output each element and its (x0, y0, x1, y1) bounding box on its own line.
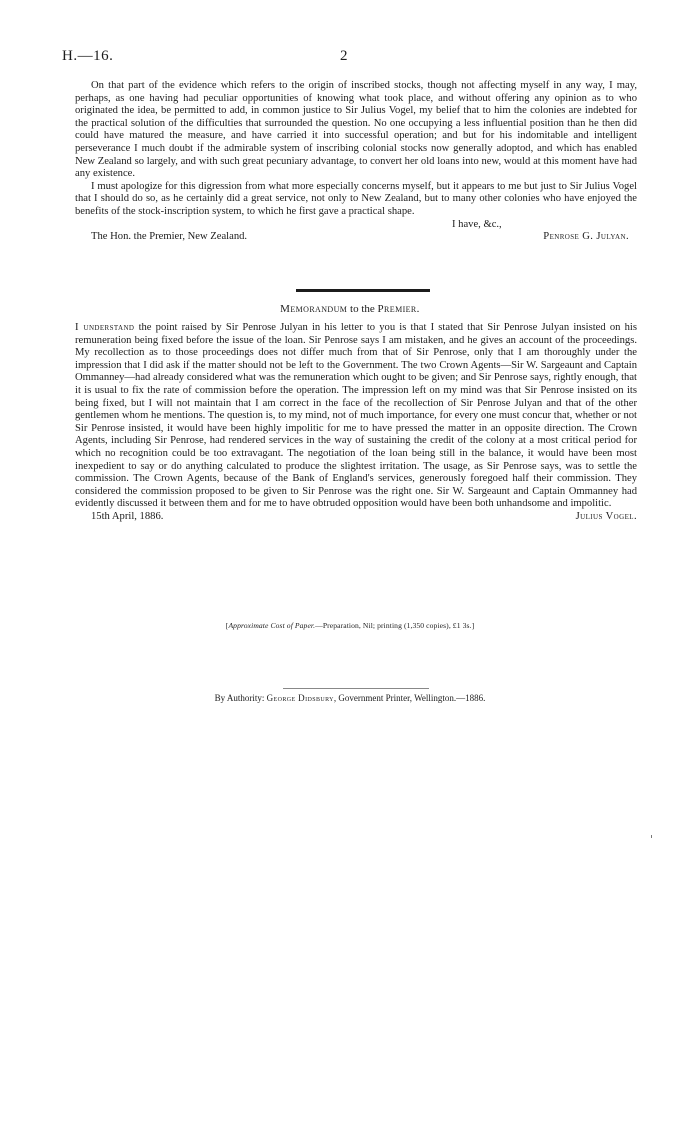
letter-paragraph-1: On that part of the evidence which refers to the origin of inscribed stocks, though not affecting myself in any way, I may, perhaps, as one having had peculiar opportunities of knowing what took place, and without offering any opinion as to who originated the idea, be permitted to add, in common justice to Sir Julius Vogel, my belief that to him the colonies are indebted for the practical solution of the difficulties that surrounded the question. No one occupying a less influential position than he then did could have matured the measure, and have carried it into successful operation; and but for his indomitable and intelligent perseverance I much doubt if the admirable system of inscribing colonial stocks now generally adoptod, and which has enabled New Zealand so largely, and with such great pecuniary advantage, to convert her old loans into new, would at this moment have had any existence. (75, 80, 637, 180)
memorandum-body (75, 322, 637, 511)
imprint-suffix: , Government Printer, Wellington.—1886. (333, 693, 486, 703)
memorandum-section (75, 322, 637, 524)
letter-section (75, 80, 637, 244)
imprint-prefix: By Authority: (214, 693, 267, 703)
memorandum-heading (0, 303, 700, 315)
cost-footnote-label: Approximate Cost of Paper. (228, 621, 316, 630)
letter-signature: Penrose G. Julyan. (543, 231, 629, 243)
memorandum-signature: Julius Vogel. (575, 510, 637, 522)
memorandum-signature-row (75, 511, 637, 524)
cost-footnote: [Approximate Cost of Paper.—Preparation, Nil; printing (1,350 copies), £1 3s.] (225, 621, 475, 630)
letter-closing: I have, &c., (452, 218, 502, 230)
letter-paragraph-2: I must apologize for this digression from what more especially concerns myself, but it appears to me but just to Sir Julius Vogel that I should do so, as he certainly did a great service, not only to New Zealand, but to many other colonies who have enjoyed the benefits of the stock-inscription system, to which he first gave a practical shape. (75, 180, 637, 217)
section-divider (296, 289, 430, 292)
page-number: 2 (340, 48, 348, 64)
memorandum-opening-word: I understand (75, 322, 135, 333)
scan-speck (651, 835, 652, 838)
letter-addressee: The Hon. the Premier, New Zealand. (91, 231, 248, 243)
cost-footnote-text: —Preparation, Nil; printing (1,350 copies), £1 3s. (315, 621, 472, 630)
authority-rule (283, 688, 429, 689)
memorandum-heading-lead: Memorandum (280, 303, 348, 315)
memorandum-heading-tail: Premier. (377, 303, 420, 315)
memorandum-date: 15th April, 1886. (91, 510, 164, 522)
memorandum-heading-rest: to the (347, 303, 378, 315)
printer-imprint (0, 693, 700, 703)
letter-closing-row (75, 219, 637, 232)
imprint-printer: George Didsbury (266, 693, 334, 703)
page-reference: H.—16. (62, 48, 114, 64)
letter-signature-row (75, 231, 637, 244)
memorandum-body-text: the point raised by Sir Penrose Julyan in his letter to you is that I stated that Sir Penrose Julyan insisted on his remuneration being fixed before the issue of the loan. Sir Penrose says I am mistaken, and he gives an account of the proceedings. My recollection as to those proceedings does not differ much from that of Sir Penrose, only that I am thoroughly under the impression that I did ask if the matter should not be left to the Government. The two Crown Agents—Sir W. Sargeaunt and Captain Ommanney—had already considered what was the remuneration which ought to be given; and Sir Penrose says, rightly enough, that it is usual to fix the rate of commission before the operation. The impression left on my mind was that Sir Penrose insisted on its being fixed, but I will not maintain that I am correct in the face of the recollection of Sir Penrose Julyan and that of the other gentlemen whom he mentions. The question is, to my mind, not of much importance, for every one must concur that, whether or not Sir Penrose insisted, it would have been highly impolitic for me to have pressed the matter in an opposite direction. The Crown Agents, including Sir Penrose, had rendered services in the way of sustaining the credit of the colony at a most critical period for which no recognition could be too extravagant. The negotiation of the loan being still in the balance, it would have been most inexpedient to say or do anything calculated to produce the slightest irritation. The usage, as Sir Penrose says, was to settle the commission. The Crown Agents, because of the Bank of England's services, generously foregoed half their commission. They considered the commission proposed to be given to Sir Penrose was the right one. Sir W. Sargeaunt and Captain Ommanney had evidently discussed it between them and for me to have obtruded opposition would have been both unhandsome and impolitic. (75, 322, 637, 510)
